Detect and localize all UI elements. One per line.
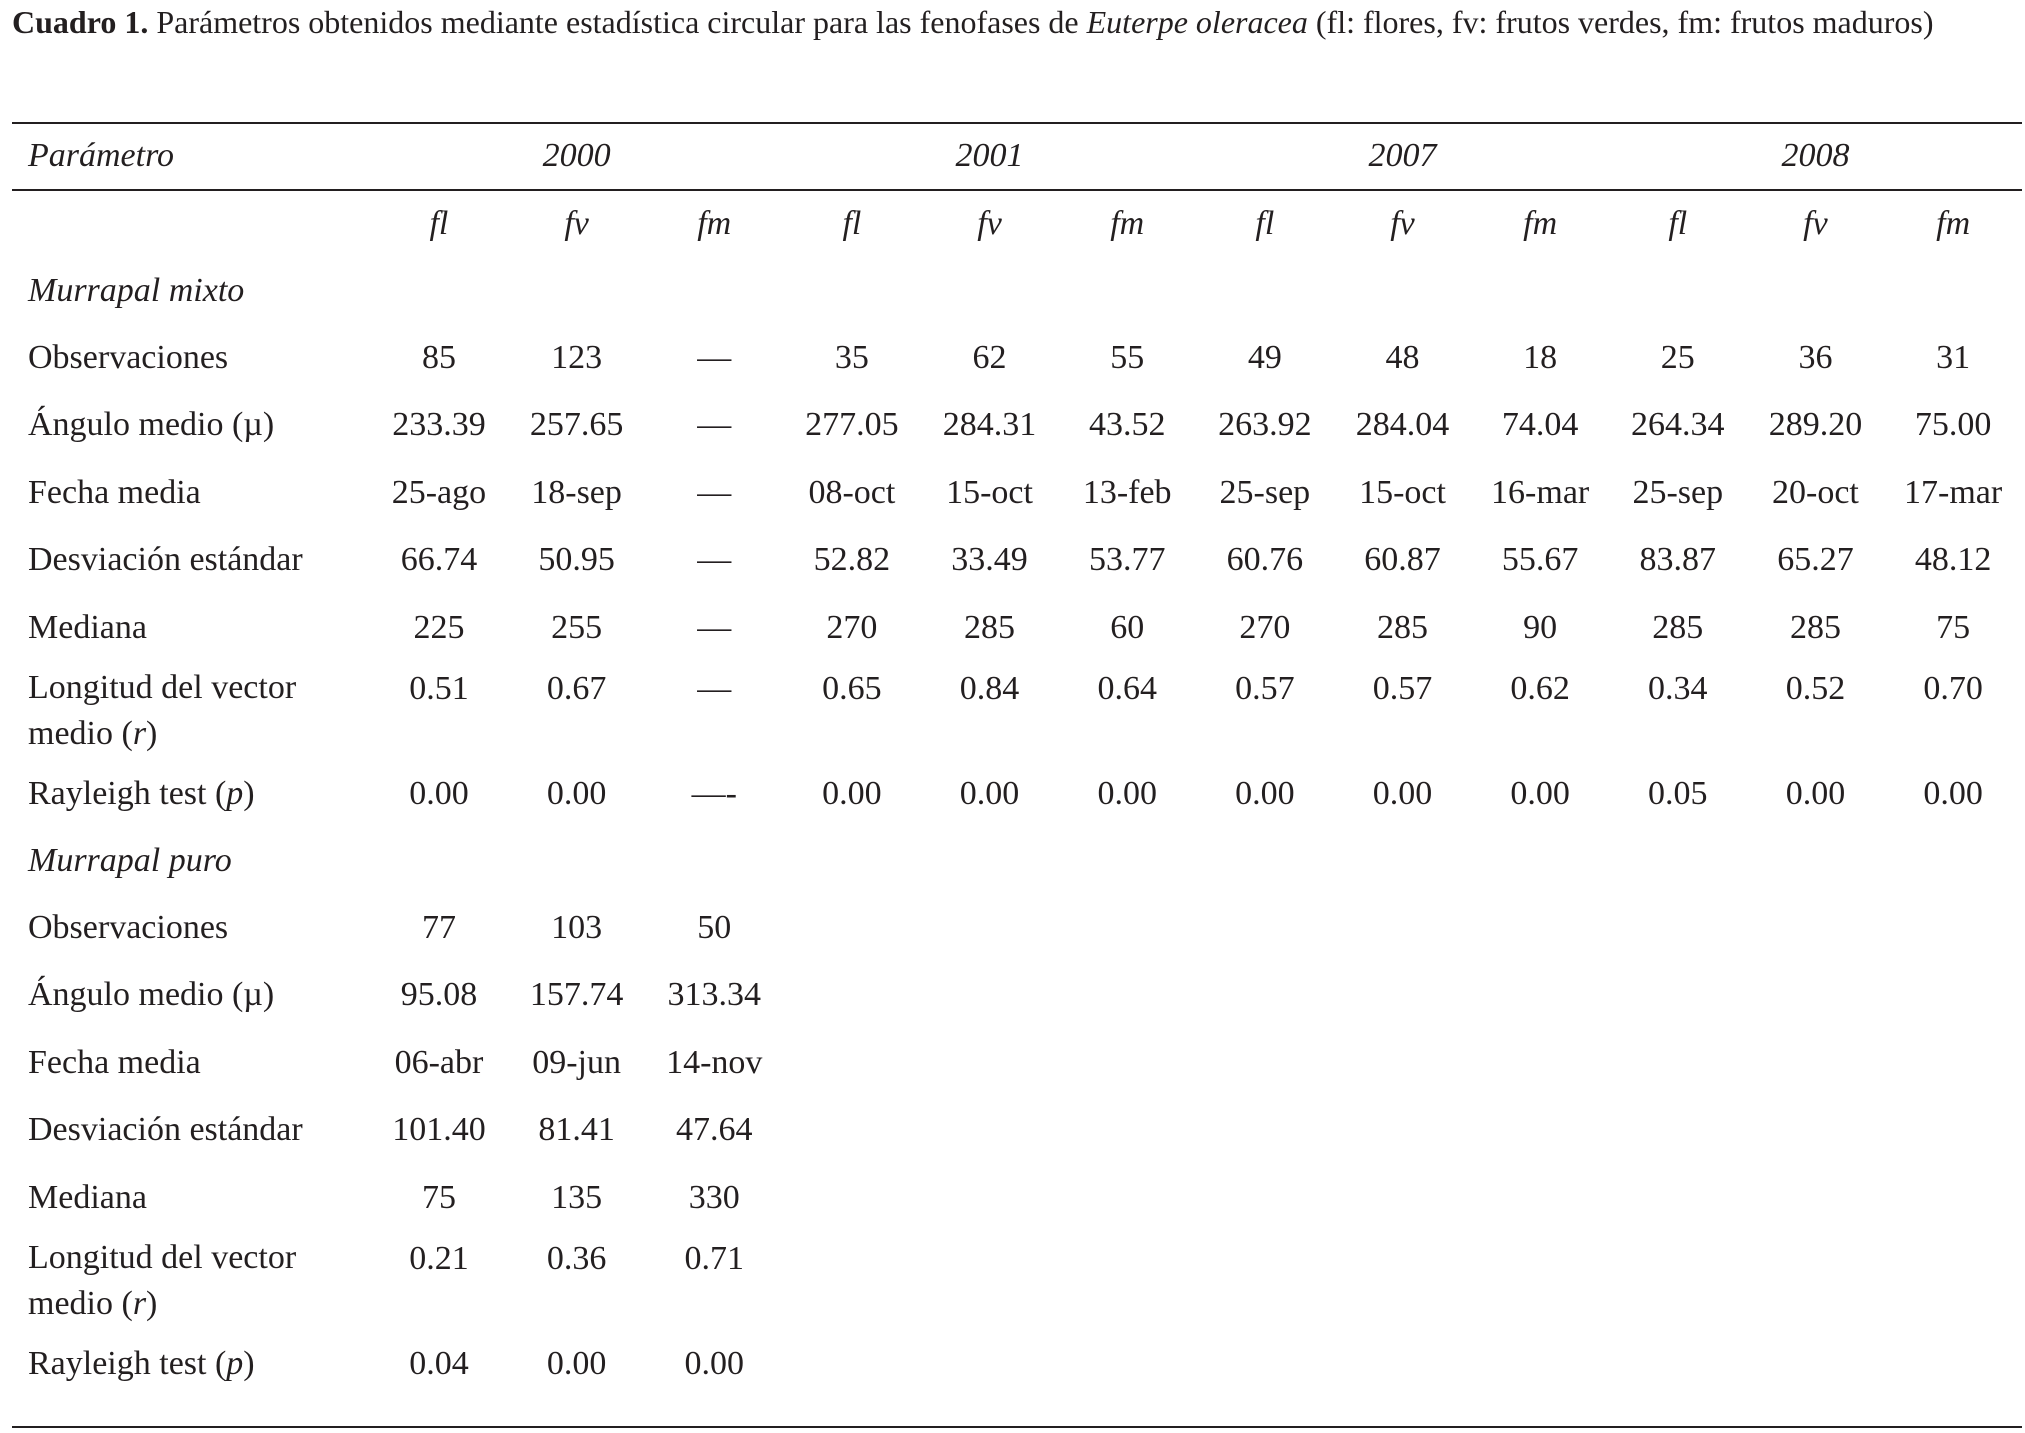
param-header: Parámetro <box>28 137 175 174</box>
row-label: Ángulo medio (µ) <box>28 406 275 444</box>
phase-header: fl <box>1255 205 1275 242</box>
cell: 25 <box>1660 338 1695 376</box>
row-label: Desviación estándar <box>28 1111 303 1149</box>
cell: 0.00 <box>1785 775 1846 813</box>
cell: 0.05 <box>1648 775 1708 813</box>
cell: 103 <box>551 908 603 946</box>
row-label-end: ) <box>146 1285 158 1322</box>
table-row <box>12 1232 2022 1331</box>
cell: 43.52 <box>1088 406 1166 444</box>
cell: 16-mar <box>1491 473 1590 511</box>
cell: — <box>697 669 732 707</box>
cell: 50.95 <box>538 541 615 579</box>
cell: 225 <box>413 608 465 646</box>
cell: 36 <box>1798 338 1833 376</box>
phase-header: fv <box>977 205 1002 242</box>
cell: 0.00 <box>959 775 1020 813</box>
cell: 81.41 <box>538 1111 615 1149</box>
cell: 20-oct <box>1772 473 1859 511</box>
phase-header: fl <box>1668 205 1688 242</box>
cell: 270 <box>826 608 878 646</box>
table-row <box>12 324 2022 392</box>
cell: 50 <box>697 908 732 946</box>
cell: 47.64 <box>675 1111 753 1149</box>
row-label-cont: medio ( <box>28 1285 133 1322</box>
phase-header: fv <box>1803 205 1828 242</box>
phase-header: fm <box>1110 205 1145 242</box>
row-label-end: ) <box>243 1345 255 1383</box>
cell: 08-oct <box>808 473 896 511</box>
row-label-end: ) <box>243 775 255 813</box>
empty-cells <box>783 894 2022 962</box>
cell: 0.00 <box>1510 775 1570 813</box>
table-row <box>12 594 2022 662</box>
cell: 0.00 <box>1097 775 1157 813</box>
cell: 0.00 <box>684 1345 744 1383</box>
cell: 53.77 <box>1088 541 1166 579</box>
table-row <box>12 1164 2022 1232</box>
cell: 0.00 <box>546 775 607 813</box>
year-header: 2008 <box>1781 137 1850 174</box>
cell: 55.67 <box>1501 541 1579 579</box>
cell: 09-jun <box>532 1043 621 1081</box>
cell: 0.62 <box>1510 669 1570 707</box>
cell: — <box>697 473 732 511</box>
phase-header: fl <box>842 205 862 242</box>
cell: 0.57 <box>1235 669 1295 707</box>
cell: 48 <box>1385 338 1420 376</box>
cell: 31 <box>1936 338 1971 376</box>
empty-cells <box>783 1029 2022 1097</box>
row-label-main: Longitud del vector <box>28 1239 297 1276</box>
cell: 60 <box>1110 608 1145 646</box>
phase-header: fm <box>1523 205 1558 242</box>
phase-header: fm <box>697 205 732 242</box>
row-label-cont: medio ( <box>28 715 133 752</box>
cell: 13-feb <box>1082 473 1172 511</box>
row-label: Observaciones <box>28 338 229 376</box>
cell: 270 <box>1239 608 1291 646</box>
empty-cells <box>783 1232 2022 1331</box>
cell: 74.04 <box>1501 406 1579 444</box>
cell: 0.64 <box>1097 669 1157 707</box>
cell: 15-oct <box>946 473 1033 511</box>
cell: 48.12 <box>1914 541 1992 579</box>
cell: 95.08 <box>400 976 478 1014</box>
cell: 0.00 <box>1372 775 1433 813</box>
cell: 33.49 <box>951 541 1028 579</box>
row-label-main: Rayleigh test ( <box>28 1345 227 1383</box>
caption-label: Cuadro 1. <box>12 4 149 40</box>
cell: 255 <box>551 608 603 646</box>
cell: 0.00 <box>822 775 882 813</box>
cell: 123 <box>551 338 603 376</box>
table-row <box>12 962 2022 1030</box>
cell: 83.87 <box>1639 541 1717 579</box>
cell: — <box>697 608 732 646</box>
cell: 330 <box>688 1178 740 1216</box>
cell: 85 <box>421 338 456 376</box>
row-label-end: ) <box>146 715 158 752</box>
table-row <box>12 1097 2022 1165</box>
row-label: Mediana <box>28 608 147 646</box>
cell: 0.71 <box>684 1239 744 1277</box>
table-row <box>12 1029 2022 1097</box>
table-row <box>12 894 2022 962</box>
cell: 66.74 <box>400 541 478 579</box>
group-row <box>12 258 2022 324</box>
table-row <box>12 459 2022 527</box>
cell: 75 <box>421 1178 456 1216</box>
cell: 0.34 <box>1648 669 1708 707</box>
cell: 285 <box>1652 608 1704 646</box>
cell: 285 <box>1789 608 1841 646</box>
cell: 65.27 <box>1777 541 1854 579</box>
cell: 263.92 <box>1218 406 1312 444</box>
group-title: Murrapal mixto <box>28 272 245 309</box>
cell: 75 <box>1936 608 1971 646</box>
cell: 0.51 <box>409 669 469 707</box>
cell: 14-nov <box>666 1043 763 1081</box>
cell: 0.00 <box>546 1345 607 1383</box>
cell: 77 <box>421 908 456 946</box>
row-label-var: p <box>226 775 244 813</box>
table-caption <box>12 0 2022 44</box>
cell: 0.36 <box>546 1239 607 1277</box>
caption-species: Euterpe oleracea <box>1086 4 1308 40</box>
cell: 101.40 <box>392 1111 486 1149</box>
cell: 233.39 <box>392 406 486 444</box>
cell: 60.76 <box>1226 541 1304 579</box>
cell: 0.70 <box>1923 669 1983 707</box>
row-label: Fecha media <box>28 1043 201 1081</box>
row-label-main: Longitud del vector <box>28 669 297 706</box>
cell: 0.00 <box>409 775 469 813</box>
cell: 0.57 <box>1372 669 1433 707</box>
table-row <box>12 392 2022 460</box>
year-header: 2001 <box>955 137 1024 174</box>
row-label: Observaciones <box>28 908 229 946</box>
cell: 18 <box>1523 338 1558 376</box>
data-table <box>12 122 2022 1398</box>
cell: 284.31 <box>942 406 1037 444</box>
row-label-main: Rayleigh test ( <box>28 775 227 813</box>
table-row <box>12 527 2022 595</box>
caption-text: Parámetros obtenidos mediante estadística circular para las fenofases de <box>148 4 1087 40</box>
cell: — <box>697 541 732 579</box>
cell: 25-sep <box>1219 473 1311 511</box>
cell: 257.65 <box>529 406 624 444</box>
cell: —- <box>691 775 737 813</box>
phase-header-row <box>12 190 2022 258</box>
phase-header: fm <box>1936 205 1971 242</box>
table-row <box>12 761 2022 829</box>
table-row <box>12 662 2022 761</box>
group-row <box>12 828 2022 894</box>
row-label: Mediana <box>28 1178 147 1216</box>
row-label: Fecha media <box>28 473 201 511</box>
cell: 0.00 <box>1235 775 1295 813</box>
cell: 0.67 <box>546 669 607 707</box>
cell: 0.84 <box>959 669 1020 707</box>
cell: 18-sep <box>531 473 622 511</box>
cell: — <box>697 406 732 444</box>
row-label-var: r <box>132 715 147 752</box>
empty-cells <box>783 962 2022 1030</box>
year-header-row <box>12 122 2022 190</box>
cell: 25-ago <box>391 473 487 511</box>
row-label-var: p <box>226 1345 244 1383</box>
cell: 90 <box>1523 608 1558 646</box>
phase-header: fl <box>429 205 449 242</box>
year-header: 2007 <box>1368 137 1437 174</box>
cell: 60.87 <box>1364 541 1441 579</box>
cell: 0.65 <box>822 669 882 707</box>
row-label: Desviación estándar <box>28 541 303 579</box>
caption-text-end: (fl: flores, fv: frutos verdes, fm: frutos maduros) <box>1307 4 1934 40</box>
year-header: 2000 <box>542 137 611 174</box>
row-label <box>12 1232 370 1331</box>
cell: 0.52 <box>1785 669 1846 707</box>
cell: 135 <box>551 1178 603 1216</box>
cell: 289.20 <box>1768 406 1863 444</box>
cell: 264.34 <box>1631 406 1725 444</box>
cell: 25-sep <box>1632 473 1724 511</box>
row-label <box>12 662 370 761</box>
phase-header: fv <box>564 205 589 242</box>
cell: 75.00 <box>1914 406 1992 444</box>
cell: 285 <box>964 608 1016 646</box>
bottom-rule <box>12 1426 2022 1428</box>
cell: 285 <box>1376 608 1428 646</box>
cell: 0.21 <box>409 1239 469 1277</box>
phase-header-blank <box>12 190 370 258</box>
empty-cells <box>783 1331 2022 1399</box>
empty-cells <box>783 1097 2022 1165</box>
row-label <box>12 1331 370 1399</box>
cell: 62 <box>972 338 1007 376</box>
cell: 35 <box>834 338 869 376</box>
cell: — <box>697 338 732 376</box>
cell: 157.74 <box>529 976 624 1014</box>
cell: 55 <box>1110 338 1145 376</box>
cell: 284.04 <box>1355 406 1450 444</box>
phase-header: fv <box>1390 205 1415 242</box>
cell: 06-abr <box>394 1043 484 1081</box>
row-label <box>12 761 370 829</box>
cell: 52.82 <box>813 541 891 579</box>
row-label-var: r <box>132 1285 147 1322</box>
cell: 17-mar <box>1904 473 2003 511</box>
cell: 15-oct <box>1359 473 1446 511</box>
row-label: Ángulo medio (µ) <box>28 976 275 1014</box>
cell: 0.04 <box>409 1345 469 1383</box>
cell: 49 <box>1247 338 1282 376</box>
group-title: Murrapal puro <box>28 842 232 879</box>
cell: 313.34 <box>667 976 761 1014</box>
table-row <box>12 1331 2022 1399</box>
cell: 0.00 <box>1923 775 1983 813</box>
cell: 277.05 <box>805 406 899 444</box>
empty-cells <box>783 1164 2022 1232</box>
